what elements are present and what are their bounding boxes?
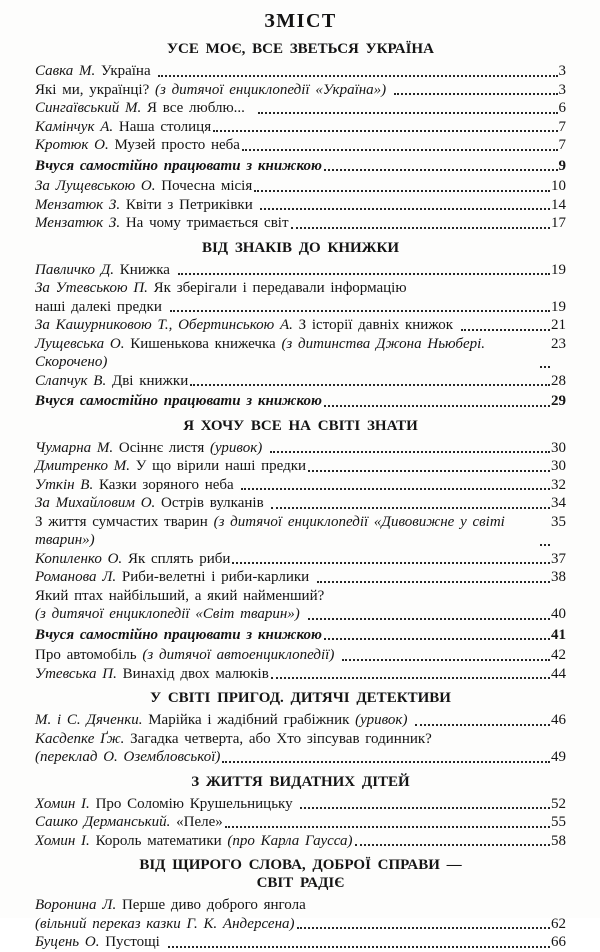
- entry-text-segment: Вчуся самостійно працювати з книжкою: [35, 626, 322, 643]
- entry-text-segment: Мензатюк З.: [35, 215, 121, 231]
- entry-text: [35, 933, 166, 952]
- entry-text: [35, 550, 230, 569]
- entry-text-segment: Лущевська О.: [35, 335, 125, 352]
- entry-text-segment: Мензатюк З.: [35, 196, 121, 213]
- entry-text-segment: Який птах найбільший, а який найменший?: [35, 587, 325, 604]
- page-number: 10: [551, 178, 566, 194]
- entry-text-segment: [262, 440, 268, 456]
- dot-leader: [291, 227, 550, 229]
- page-number: 3: [558, 63, 566, 79]
- section-heading: [35, 40, 566, 58]
- toc-entry: [35, 933, 566, 952]
- toc-entry: [35, 550, 566, 569]
- entry-text-segment: Вчуся самостійно працювати з книжкою: [35, 157, 322, 174]
- entry-text-segment: Про Соломію Крушельницьку: [89, 795, 299, 812]
- toc-entry: [35, 568, 566, 587]
- entry-text: [35, 196, 258, 215]
- dot-leader: [254, 190, 550, 192]
- entry-text: [35, 335, 538, 372]
- entry-text-segment: Винахід двох малюків: [116, 665, 269, 682]
- toc-entry: [35, 261, 566, 280]
- entry-text-segment: (з дитинства Джона Ньюбері. Скорочено): [35, 335, 491, 370]
- entry-text-segment: Романова Л.: [35, 569, 117, 585]
- toc-entry: [35, 915, 566, 934]
- entry-text-segment: Хомин І.: [35, 795, 90, 812]
- dot-leader: [232, 562, 550, 564]
- page-title: ЗМІСТ: [264, 10, 337, 32]
- entry-text-segment: Дмитренко М.: [35, 458, 130, 474]
- section-heading-line: Я ХОЧУ ВСЕ НА СВІТІ ЗНАТИ: [183, 417, 418, 434]
- entry-text-segment: (про Карла Гаусса): [227, 832, 353, 849]
- page-number: 44: [551, 665, 566, 682]
- entry-text-segment: Осіннє листя: [113, 439, 210, 456]
- dot-leader: [308, 470, 550, 472]
- page-number: 19: [551, 261, 566, 278]
- entry-text: [35, 730, 432, 749]
- entry-text-segment: У що вірили наші предки: [130, 458, 307, 474]
- page-number: 7: [558, 137, 566, 153]
- toc-entry: [35, 513, 566, 550]
- entry-text: [35, 177, 252, 196]
- entry-text: [35, 626, 322, 645]
- page-number: 9: [558, 157, 566, 174]
- toc-entry: [35, 439, 566, 458]
- entry-text: [35, 813, 223, 832]
- dot-leader: [308, 618, 550, 620]
- dot-leader: [324, 169, 558, 171]
- toc-section: [35, 856, 566, 952]
- entry-text-segment: (з дитячої енциклопедії «Світ тварин»): [35, 606, 300, 622]
- entry-text-segment: Кротюк О.: [35, 137, 109, 153]
- dot-leader: [241, 488, 550, 490]
- entry-text-segment: Марійка і жадібний грабіжник: [142, 712, 356, 728]
- entry-text: [35, 439, 268, 458]
- entry-text-segment: М. і С. Дяченки.: [35, 712, 143, 728]
- dot-leader: [158, 75, 557, 77]
- toc-entry: [35, 665, 566, 684]
- page-number: 34: [551, 495, 566, 511]
- toc-entry-continued: [35, 279, 566, 298]
- entry-text: [35, 587, 324, 606]
- toc-entry: [35, 298, 566, 317]
- dot-leader: [342, 659, 550, 661]
- entry-text-segment: Буцень О.: [35, 934, 100, 950]
- page-number: 49: [551, 749, 566, 765]
- entry-text-segment: Які ми, українці?: [35, 81, 155, 98]
- section-heading-line: З ЖИТТЯ ВИДАТНИХ ДІТЕЙ: [191, 773, 410, 790]
- entry-text-segment: Україна: [95, 63, 157, 79]
- entry-text-segment: (з дитячої енциклопедії «Україна»): [154, 81, 387, 98]
- dot-leader: [324, 638, 550, 640]
- dot-leader: [225, 826, 550, 828]
- entry-text-segment: (уривок): [355, 712, 408, 728]
- toc-section: [35, 239, 566, 411]
- entry-text-segment: Хомин І.: [35, 832, 90, 849]
- entry-text-segment: (з дитячої автоенциклопедії): [142, 647, 335, 663]
- dot-leader: [355, 844, 550, 846]
- toc-entry: [35, 99, 566, 118]
- page-number: 30: [551, 439, 566, 456]
- entry-text-segment: Сашко Дерманський.: [35, 814, 171, 830]
- entry-text: [35, 711, 413, 730]
- entry-text-segment: Вчуся самостійно працювати з книжкою: [35, 393, 322, 409]
- page-number: 38: [551, 569, 566, 585]
- entry-text-segment: [407, 712, 413, 728]
- entry-text-segment: (з дитячої енциклопедії «Дивовижне у світі тварин»): [35, 513, 511, 548]
- entry-text: [35, 665, 269, 684]
- dot-leader: [222, 761, 550, 763]
- entry-text: [35, 605, 306, 624]
- entry-text: [35, 795, 298, 814]
- entry-text-segment: Казки зоряного неба: [93, 476, 240, 493]
- section-heading-line: СВІТ РАДІЄ: [256, 875, 345, 891]
- toc-entry: [35, 476, 566, 495]
- entry-text: [35, 896, 306, 915]
- page-number: 55: [551, 814, 566, 830]
- entry-text: [35, 568, 315, 587]
- entry-text-segment: Почесна місія: [155, 178, 253, 194]
- page-number: 40: [551, 606, 566, 622]
- entry-text-segment: Загадка четверта, або Хто зіпсував годинник?: [124, 730, 432, 747]
- dot-leader: [242, 149, 558, 151]
- entry-text-segment: Квіти з Петриківки: [120, 196, 259, 213]
- page-number: 14: [551, 196, 566, 213]
- toc-entry: [35, 605, 566, 624]
- dot-leader: [271, 507, 550, 509]
- toc-entry: [35, 372, 566, 391]
- entry-text-segment: Камінчук А.: [35, 118, 114, 135]
- page-number: 17: [551, 215, 566, 231]
- page-number: 32: [551, 476, 566, 493]
- toc-entry: [35, 335, 566, 372]
- dot-leader: [415, 724, 550, 726]
- entry-text-segment: Пустощі: [99, 934, 166, 950]
- entry-text: [35, 316, 459, 335]
- page-number: 21: [551, 317, 566, 333]
- dot-leader: [297, 927, 550, 929]
- section-heading-line: ВІД ЩИРОГО СЛОВА, ДОБРОЇ СПРАВИ —: [139, 857, 462, 873]
- dot-leader: [190, 384, 550, 386]
- entry-text-segment: Про автомобіль: [35, 647, 143, 663]
- toc-entry: [35, 626, 566, 645]
- dot-leader: [540, 544, 550, 546]
- toc-entry: [35, 157, 566, 176]
- entry-text-segment: Воронина Л.: [35, 897, 117, 913]
- entry-text: [35, 915, 295, 934]
- dot-leader: [213, 130, 557, 132]
- entry-text-segment: На чому тримається світ: [120, 215, 289, 231]
- dot-leader: [317, 581, 550, 583]
- toc-entry: [35, 711, 566, 730]
- entry-text-segment: За Лущевською О.: [35, 178, 156, 194]
- toc-entry: [35, 214, 566, 233]
- dot-leader: [271, 677, 550, 679]
- toc-entry: [35, 832, 566, 851]
- entry-text-segment: За Кашурниковою Т., Обертинською А.: [35, 317, 293, 333]
- entry-text: [35, 646, 340, 665]
- entry-text: [35, 157, 322, 176]
- entry-text-segment: Острів вулканів: [155, 495, 270, 511]
- entry-text: [35, 748, 220, 767]
- page-number: 66: [551, 934, 566, 950]
- entry-text: [35, 261, 176, 280]
- entry-text: [35, 214, 289, 233]
- entry-text: [35, 81, 392, 100]
- section-heading-line: УСЕ МОЄ, ВСЕ ЗВЕТЬСЯ УКРАЇНА: [167, 41, 434, 57]
- toc-entry: [35, 136, 566, 155]
- toc-section: [35, 40, 566, 233]
- section-heading: [35, 856, 566, 892]
- dot-leader: [540, 366, 550, 368]
- entry-text-segment: наші далекі предки: [35, 298, 168, 315]
- page-number: 52: [551, 795, 566, 812]
- entry-text-segment: Книжка: [114, 261, 176, 278]
- section-heading: [35, 239, 566, 257]
- page-number: 6: [558, 100, 566, 116]
- entry-text-segment: Чумарна М.: [35, 439, 114, 456]
- section-heading: [35, 417, 566, 435]
- toc-section: [35, 689, 566, 767]
- dot-leader: [270, 451, 550, 453]
- dot-leader: [170, 310, 550, 312]
- page-number: 30: [551, 458, 566, 474]
- toc-entry: [35, 196, 566, 215]
- entry-text: [35, 476, 239, 495]
- entry-text: [35, 136, 240, 155]
- page-number: 46: [551, 712, 566, 728]
- toc-entry-continued: [35, 587, 566, 606]
- entry-text-segment: Король математики: [89, 832, 228, 849]
- page-number: 19: [551, 298, 566, 315]
- entry-text-segment: (вільний переказ казки Г. К. Андерсена): [35, 915, 295, 932]
- toc-entry: [35, 748, 566, 767]
- entry-text-segment: Я все люблю...: [141, 100, 257, 116]
- entry-text-segment: Касдепке Ґж.: [35, 730, 125, 747]
- entry-text-segment: Як сплять риби: [122, 550, 231, 567]
- entry-text-segment: Сингаївський М.: [35, 100, 142, 116]
- page-number: 58: [551, 832, 566, 849]
- toc-entry: [35, 118, 566, 137]
- entry-text: [35, 62, 156, 81]
- entry-text-segment: За Утевською П.: [35, 280, 148, 296]
- entry-text-segment: З життя сумчастих тварин: [35, 513, 214, 530]
- section-heading-line: У СВІТІ ПРИГОД. ДИТЯЧІ ДЕТЕКТИВИ: [150, 690, 451, 706]
- entry-text: [35, 372, 188, 391]
- entry-text-segment: Савка М.: [35, 63, 96, 79]
- entry-text-segment: «Пеле»: [170, 814, 223, 830]
- dot-leader: [260, 208, 550, 210]
- page-number: 42: [551, 647, 566, 663]
- toc-entry: [35, 62, 566, 81]
- entry-text: [35, 513, 538, 550]
- toc-entry: [35, 392, 566, 411]
- toc-entry-continued: [35, 896, 566, 915]
- entry-text-segment: З історії давніх книжок: [292, 317, 459, 333]
- dot-leader: [324, 405, 550, 407]
- entry-text: [35, 494, 269, 513]
- entry-text-segment: [386, 82, 392, 98]
- entry-text-segment: [300, 606, 306, 622]
- toc-entry: [35, 457, 566, 476]
- entry-text-segment: Риби-велетні і риби-карлики: [116, 569, 315, 585]
- entry-text-segment: [334, 647, 340, 663]
- page-number: 23: [551, 335, 566, 352]
- page-number: 29: [551, 393, 566, 409]
- dot-leader: [461, 329, 550, 331]
- entry-text-segment: Павличко Д.: [35, 261, 115, 278]
- entry-text: [35, 298, 168, 317]
- entry-text-segment: Уткін В.: [35, 476, 94, 493]
- entry-text-segment: Музей просто неба: [108, 137, 240, 153]
- entry-text-segment: Як зберігали і передавали інформацію: [147, 280, 407, 296]
- entry-text-segment: [107, 354, 113, 370]
- section-heading-line: ВІД ЗНАКІВ ДО КНИЖКИ: [201, 239, 400, 256]
- entry-text-segment: Копиленко О.: [35, 550, 123, 567]
- toc-entry: [35, 81, 566, 100]
- page-number: 62: [551, 915, 566, 932]
- toc-entry: [35, 316, 566, 335]
- page-number: 41: [551, 626, 566, 643]
- entry-text-segment: Наша столиця: [113, 118, 212, 135]
- toc-entry-continued: [35, 730, 566, 749]
- toc-entry: [35, 813, 566, 832]
- entry-text-segment: Утевська П.: [35, 665, 117, 682]
- dot-leader: [300, 807, 550, 809]
- entry-text-segment: За Михайловим О.: [35, 495, 156, 511]
- dot-leader: [258, 112, 557, 114]
- entry-text: [35, 279, 407, 298]
- entry-text-segment: Перше диво доброго янгола: [116, 897, 306, 913]
- dot-leader: [178, 273, 550, 275]
- toc-entry: [35, 177, 566, 196]
- toc-entry: [35, 646, 566, 665]
- page-number: 28: [551, 372, 566, 389]
- entry-text: [35, 99, 256, 118]
- entry-text: [35, 392, 322, 411]
- entry-text: [35, 457, 306, 476]
- section-heading: [35, 689, 566, 707]
- entry-text-segment: Слапчук В.: [35, 372, 107, 389]
- entry-text-segment: (переклад О. Озембловської): [35, 749, 221, 765]
- entry-text: [35, 832, 353, 851]
- entry-text-segment: (уривок): [209, 439, 263, 456]
- entry-text: [35, 118, 211, 137]
- page-number: 7: [558, 118, 566, 135]
- dot-leader: [394, 93, 558, 95]
- entry-text-segment: Кишенькова книжечка: [124, 335, 282, 352]
- toc-entry: [35, 494, 566, 513]
- section-heading: [35, 773, 566, 791]
- page-number: 35: [551, 513, 566, 530]
- dot-leader: [168, 946, 550, 948]
- toc-sections: [35, 40, 566, 952]
- toc-section: [35, 417, 566, 684]
- entry-text-segment: Дві книжки: [106, 372, 189, 389]
- page-number: 3: [558, 81, 566, 98]
- toc-section: [35, 773, 566, 851]
- toc-entry: [35, 795, 566, 814]
- page-number: 37: [551, 550, 566, 567]
